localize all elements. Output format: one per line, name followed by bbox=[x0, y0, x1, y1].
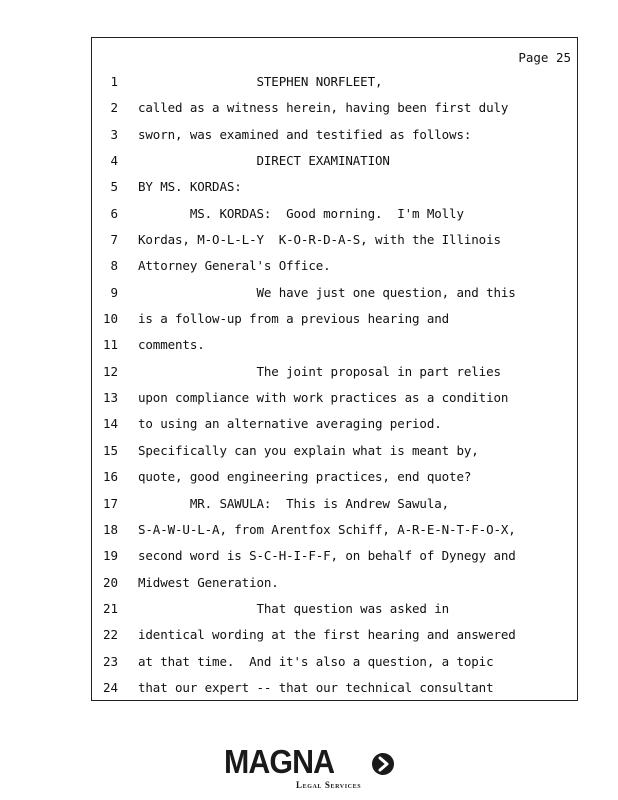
transcript-line bbox=[92, 126, 577, 152]
magna-logo bbox=[224, 743, 404, 793]
line-text: STEPHEN NORFLEET, bbox=[138, 74, 383, 89]
line-text: S-A-W-U-L-A, from Arentfox Schiff, A-R-E-N-T-F-O-X, bbox=[138, 521, 516, 537]
line-number: 5 bbox=[110, 179, 118, 195]
line-number: 4 bbox=[110, 153, 118, 169]
line-text: identical wording at the first hearing and answered bbox=[138, 627, 516, 643]
line-number: 1 bbox=[110, 74, 118, 89]
transcript-line bbox=[92, 389, 577, 415]
transcript-line bbox=[92, 257, 577, 283]
transcript-line bbox=[92, 653, 577, 679]
line-number: 2 bbox=[110, 100, 118, 116]
transcript-page bbox=[91, 37, 578, 701]
line-number: 10 bbox=[102, 311, 118, 327]
transcript-line bbox=[92, 468, 577, 494]
line-number: 18 bbox=[102, 521, 118, 537]
line-text: Attorney General's Office. bbox=[138, 258, 331, 274]
line-text: called as a witness herein, having been first duly bbox=[138, 100, 509, 116]
transcript-line bbox=[92, 336, 577, 362]
transcript-line bbox=[92, 547, 577, 573]
line-text: second word is S-C-H-I-F-F, on behalf of Dynegy and bbox=[138, 548, 516, 564]
transcript-line bbox=[92, 178, 577, 204]
line-text: Specifically can you explain what is meant by, bbox=[138, 442, 479, 458]
line-number: 9 bbox=[110, 284, 118, 300]
line-text: The joint proposal in part relies bbox=[138, 363, 501, 379]
transcript-line bbox=[92, 310, 577, 336]
transcript-line bbox=[92, 231, 577, 257]
line-number: 6 bbox=[110, 205, 118, 221]
line-number: 21 bbox=[102, 600, 118, 616]
transcript-line bbox=[92, 363, 577, 389]
line-number: 16 bbox=[102, 469, 118, 485]
line-text: That question was asked in bbox=[138, 600, 450, 616]
line-number: 8 bbox=[110, 258, 118, 274]
line-number: 24 bbox=[102, 679, 118, 695]
transcript-lines bbox=[92, 73, 577, 705]
line-text: sworn, was examined and testified as follows: bbox=[138, 126, 472, 142]
chevron-right-icon bbox=[372, 753, 394, 775]
transcript-line bbox=[92, 679, 577, 705]
line-number: 15 bbox=[102, 442, 118, 458]
line-number: 22 bbox=[102, 627, 118, 643]
transcript-line bbox=[92, 99, 577, 125]
line-text: We have just one question, and this bbox=[138, 284, 516, 300]
line-text: Midwest Generation. bbox=[138, 574, 279, 590]
logo-wordmark: MAGNA bbox=[224, 743, 335, 780]
transcript-line bbox=[92, 442, 577, 468]
transcript-line bbox=[92, 521, 577, 547]
transcript-line bbox=[92, 600, 577, 626]
line-text: MS. KORDAS: Good morning. I'm Molly bbox=[138, 205, 464, 221]
transcript-line bbox=[92, 73, 577, 99]
line-number: 13 bbox=[102, 390, 118, 406]
line-number: 7 bbox=[110, 232, 118, 248]
line-text: at that time. And it's also a question, a topic bbox=[138, 653, 494, 669]
transcript-line bbox=[92, 626, 577, 652]
line-number: 17 bbox=[102, 495, 118, 511]
line-number: 20 bbox=[102, 574, 118, 590]
transcript-line bbox=[92, 205, 577, 231]
logo-subtitle: Legal Services bbox=[296, 780, 362, 790]
transcript-line bbox=[92, 152, 577, 178]
line-text: DIRECT EXAMINATION bbox=[138, 153, 390, 169]
page-number: Page 25 bbox=[518, 50, 571, 65]
line-number: 11 bbox=[102, 337, 118, 353]
transcript-line bbox=[92, 495, 577, 521]
transcript-line bbox=[92, 284, 577, 310]
line-text: to using an alternative averaging period. bbox=[138, 416, 442, 432]
line-number: 19 bbox=[102, 548, 118, 564]
line-number: 14 bbox=[102, 416, 118, 432]
line-text: BY MS. KORDAS: bbox=[138, 179, 242, 195]
line-number: 12 bbox=[102, 363, 118, 379]
line-text: MR. SAWULA: This is Andrew Sawula, bbox=[138, 495, 450, 511]
line-number: 23 bbox=[102, 653, 118, 669]
line-text: quote, good engineering practices, end quote? bbox=[138, 469, 472, 485]
line-text: is a follow-up from a previous hearing and bbox=[138, 311, 450, 327]
line-text: Kordas, M-O-L-L-Y K-O-R-D-A-S, with the Illinois bbox=[138, 232, 501, 248]
line-number: 3 bbox=[110, 126, 118, 142]
line-text: upon compliance with work practices as a condition bbox=[138, 390, 509, 406]
line-text: that our expert -- that our technical consultant bbox=[138, 679, 494, 695]
line-text: comments. bbox=[138, 337, 205, 353]
transcript-line bbox=[92, 415, 577, 441]
transcript-line bbox=[92, 574, 577, 600]
